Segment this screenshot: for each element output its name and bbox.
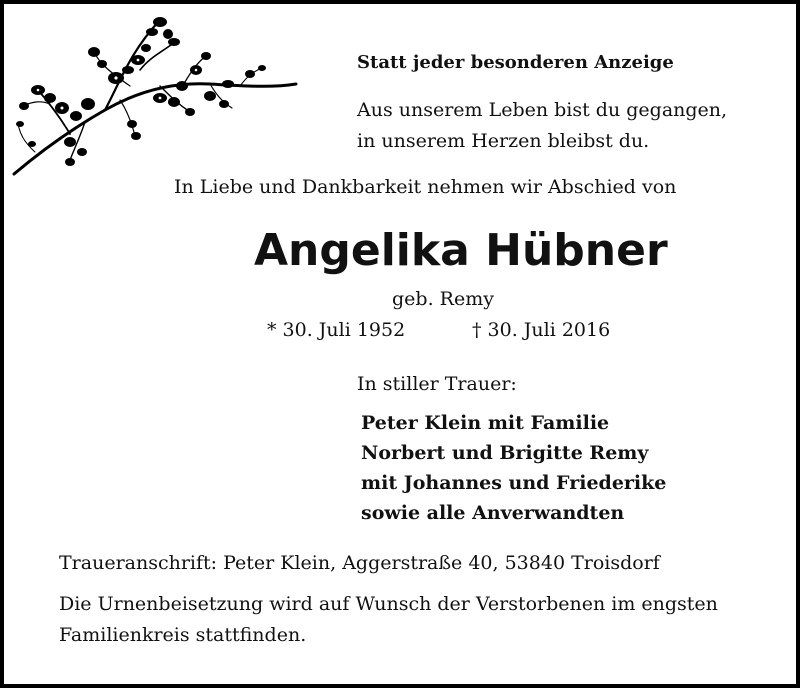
verse-line-1: Aus unserem Leben bist du gegangen,: [357, 99, 728, 121]
birth-date: * 30. Juli 1952: [267, 319, 406, 341]
blossom-branch-icon: [10, 12, 300, 182]
intro-text: In Liebe und Dankbarkeit nehmen wir Abschied von: [174, 176, 677, 198]
burial-note-line-2: Familienkreis stattfinden.: [59, 624, 307, 646]
mourning-address: Traueranschrift: Peter Klein, Aggerstraße 40, 53840 Troisdorf: [59, 552, 660, 574]
header-title: Statt jeder besonderen Anzeige: [357, 52, 674, 73]
mourner-line: sowie alle Anverwandten: [361, 502, 625, 524]
mourner-line: mit Johannes und Friederike: [361, 472, 667, 494]
burial-note-line-1: Die Urnenbeisetzung wird auf Wunsch der Verstorbenen im engsten: [59, 593, 718, 615]
mourner-line: Norbert und Brigitte Remy: [361, 442, 649, 464]
mourning-intro: In stiller Trauer:: [357, 373, 517, 395]
verse-line-2: in unserem Herzen bleibst du.: [357, 130, 650, 152]
birth-name: geb. Remy: [392, 288, 494, 310]
mourners-list: [361, 408, 666, 528]
mourner-line: Peter Klein mit Familie: [361, 412, 610, 434]
death-date: † 30. Juli 2016: [472, 319, 611, 341]
deceased-name: Angelika Hübner: [254, 225, 668, 276]
